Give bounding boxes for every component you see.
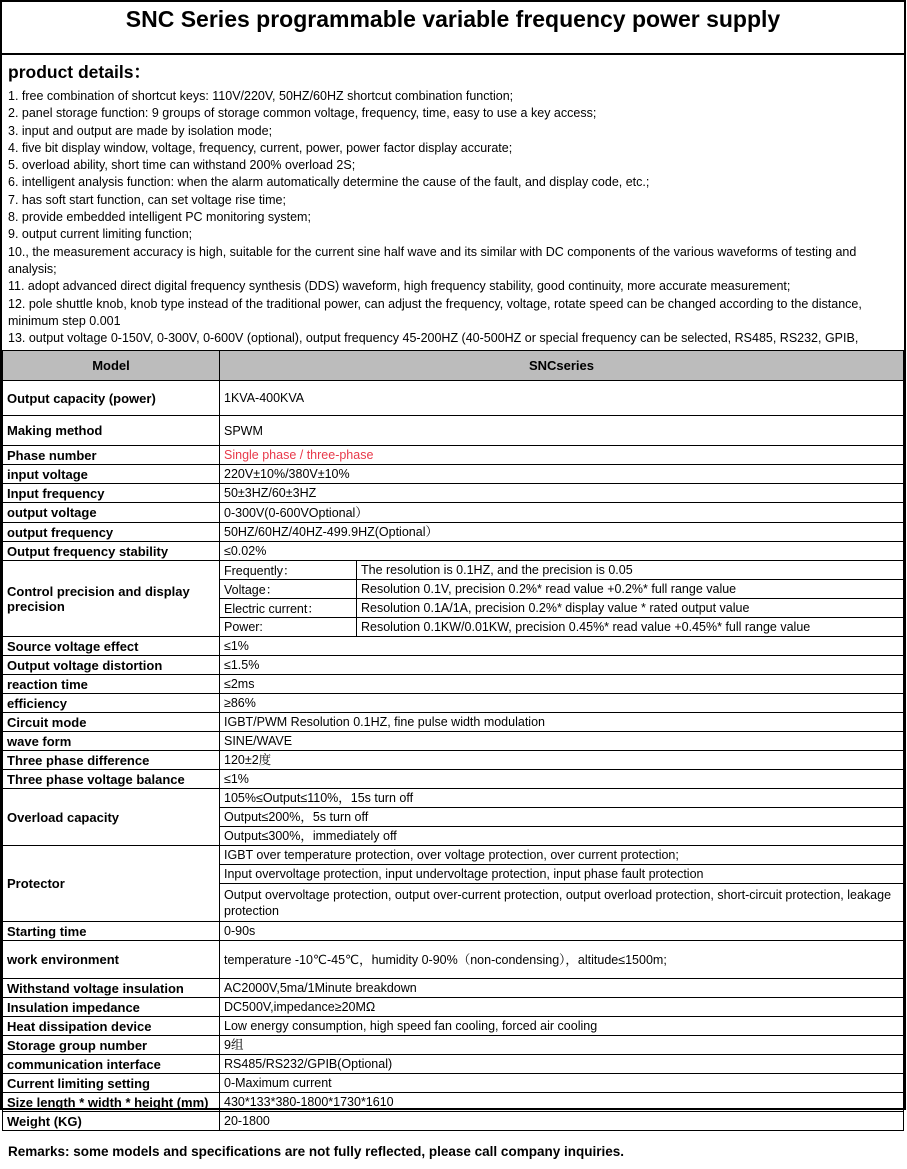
table-row xyxy=(3,656,904,675)
spec-value-cell: Single phase / three-phase xyxy=(220,446,904,465)
product-detail-item: 6. intelligent analysis function: when the alarm automatically determine the cause of the fault, and display code, etc.; xyxy=(8,175,650,190)
spec-value-cell: 20-1800 xyxy=(220,1112,904,1131)
table-row xyxy=(3,694,904,713)
remarks: Remarks: some models and specifications are not fully reflected, please call company inquiries. xyxy=(8,1144,624,1159)
table-row xyxy=(3,381,904,416)
product-detail-item: 5. overload ability, short time can withstand 200% overload 2S; xyxy=(8,158,356,173)
table-row xyxy=(3,922,904,941)
spec-value-cell: SINE/WAVE xyxy=(220,732,904,751)
table-row xyxy=(3,542,904,561)
table-row xyxy=(3,732,904,751)
spec-label-cell: Three phase difference xyxy=(3,751,220,770)
product-detail-item: 4. five bit display window, voltage, frequency, current, power, power factor display accurate; xyxy=(8,140,513,155)
table-row xyxy=(3,1017,904,1036)
spec-label-cell: Input frequency xyxy=(3,484,220,503)
spec-value-cell: 0-300V(0-600VOptional） xyxy=(220,503,904,523)
spec-label-cell: Circuit mode xyxy=(3,713,220,732)
spec-value-cell: SPWM xyxy=(220,416,904,446)
spec-label-cell: Current limiting setting xyxy=(3,1074,220,1093)
spec-label-cell: Protector xyxy=(3,846,220,922)
spec-value-cell: 9组 xyxy=(220,1036,904,1055)
spec-label-cell: Overload capacity xyxy=(3,789,220,846)
spec-value-cell: Output≤300%，immediately off xyxy=(220,827,904,846)
product-detail-item: 1. free combination of shortcut keys: 110V/220V, 50HZ/60HZ shortcut combination function; xyxy=(8,89,514,103)
spec-value-cell: 50HZ/60HZ/40HZ-499.9HZ(Optional） xyxy=(220,523,904,542)
title-bar xyxy=(2,2,904,55)
table-row xyxy=(3,465,904,484)
table-row xyxy=(3,1036,904,1055)
spec-label-cell: Output voltage distortion xyxy=(3,656,220,675)
spec-value-cell: temperature -10℃-45℃，humidity 0-90%（non-condensing），altitude≤1500m; xyxy=(220,941,904,979)
table-row xyxy=(3,846,904,865)
spec-label-cell: Output frequency stability xyxy=(3,542,220,561)
spec-label-cell: Phase number xyxy=(3,446,220,465)
spec-value-cell: ≥86% xyxy=(220,694,904,713)
spec-value-cell: The resolution is 0.1HZ, and the precision is 0.05 xyxy=(357,561,904,580)
spec-label-cell: output voltage xyxy=(3,503,220,523)
product-details-list xyxy=(8,88,898,347)
spec-label-cell: Withstand voltage insulation xyxy=(3,979,220,998)
product-detail-item: 7. has soft start function, can set voltage rise time; xyxy=(8,192,286,207)
spec-label-cell: Heat dissipation device xyxy=(3,1017,220,1036)
spec-table xyxy=(2,350,904,1131)
spec-value-cell: 430*133*380-1800*1730*1610 xyxy=(220,1093,904,1112)
col-header-series: SNCseries xyxy=(220,351,904,381)
spec-label-cell: Source voltage effect xyxy=(3,637,220,656)
spec-label-cell: wave form xyxy=(3,732,220,751)
table-row xyxy=(3,637,904,656)
spec-label-cell: Weight (KG) xyxy=(3,1112,220,1131)
spec-value-cell: 0-Maximum current xyxy=(220,1074,904,1093)
spec-label-cell: Making method xyxy=(3,416,220,446)
table-row xyxy=(3,503,904,523)
spec-value-cell: 220V±10%/380V±10% xyxy=(220,465,904,484)
spec-label-cell: Insulation impedance xyxy=(3,998,220,1017)
table-row xyxy=(3,561,904,580)
spec-label-cell: work environment xyxy=(3,941,220,979)
spec-label-cell: input voltage xyxy=(3,465,220,484)
spec-value-cell: IGBT/PWM Resolution 0.1HZ, fine pulse width modulation xyxy=(220,713,904,732)
spec-value-cell: Resolution 0.1V, precision 0.2%* read value +0.2%* full range value xyxy=(357,580,904,599)
spec-value-cell: Resolution 0.1KW/0.01KW, precision 0.45%* read value +0.45%* full range value xyxy=(357,618,904,637)
product-detail-item: 11. adopt advanced direct digital frequency synthesis (DDS) waveform, high frequency stability, good continuity, more accurate measurement; xyxy=(8,279,791,294)
table-row xyxy=(3,416,904,446)
spec-label-cell: Starting time xyxy=(3,922,220,941)
spec-value-cell: ≤1% xyxy=(220,770,904,789)
table-row xyxy=(3,979,904,998)
spec-value-cell: 1KVA-400KVA xyxy=(220,381,904,416)
table-row xyxy=(3,1055,904,1074)
spec-label-cell: efficiency xyxy=(3,694,220,713)
product-detail-item: 9. output current limiting function; xyxy=(8,227,193,242)
spec-value-cell: 0-90s xyxy=(220,922,904,941)
spec-value-cell: AC2000V,5ma/1Minute breakdown xyxy=(220,979,904,998)
spec-label-cell: Three phase voltage balance xyxy=(3,770,220,789)
spec-subkey-cell: Electric current： xyxy=(220,599,357,618)
product-detail-item: 12. pole shuttle knob, knob type instead of the traditional power, can adjust the frequency, voltage, rotate speed can be changed according to the distance, minimum step 0.001 xyxy=(8,296,862,328)
spec-label-cell: reaction time xyxy=(3,675,220,694)
spec-value-cell: 120±2度 xyxy=(220,751,904,770)
spec-value-cell: 50±3HZ/60±3HZ xyxy=(220,484,904,503)
table-row xyxy=(3,446,904,465)
table-row xyxy=(3,770,904,789)
spec-label-cell: communication interface xyxy=(3,1055,220,1074)
spec-value-cell: Low energy consumption, high speed fan cooling, forced air cooling xyxy=(220,1017,904,1036)
spec-value-cell: ≤1.5% xyxy=(220,656,904,675)
spec-value-cell: ≤1% xyxy=(220,637,904,656)
product-detail-item: 3. input and output are made by isolation mode; xyxy=(8,123,273,138)
spec-label-cell: output frequency xyxy=(3,523,220,542)
table-row xyxy=(3,789,904,808)
table-row xyxy=(3,751,904,770)
product-detail-item: 13. output voltage 0-150V, 0-300V, 0-600V (optional), output frequency 45-200HZ (40-500HZ or special frequency can be selected, RS485, RS232, GPIB, xyxy=(8,331,859,346)
spec-value-cell: IGBT over temperature protection, over voltage protection, over current protection; xyxy=(220,846,904,865)
table-header-row xyxy=(3,351,904,381)
product-details-heading: product details： xyxy=(8,62,151,82)
product-detail-item: 8. provide embedded intelligent PC monitoring system; xyxy=(8,210,311,225)
product-details-section xyxy=(2,55,904,350)
spec-subkey-cell: Voltage： xyxy=(220,580,357,599)
table-row xyxy=(3,998,904,1017)
spec-value-cell: Output overvoltage protection, output over-current protection, output overload protection, short-circuit protection, leakage protection xyxy=(220,884,904,922)
product-detail-item: 2. panel storage function: 9 groups of storage common voltage, frequency, time, easy to use a key access; xyxy=(8,106,597,121)
product-detail-item: 10., the measurement accuracy is high, suitable for the current sine half wave and its similar with DC components of the various waveforms of testing and analysis; xyxy=(8,244,857,276)
spec-subkey-cell: Power: xyxy=(220,618,357,637)
spec-subkey-cell: Frequently： xyxy=(220,561,357,580)
spec-value-cell: 105%≤Output≤110%，15s turn off xyxy=(220,789,904,808)
table-row xyxy=(3,675,904,694)
spec-table-body xyxy=(3,381,904,1131)
spec-value-cell: RS485/RS232/GPIB(Optional) xyxy=(220,1055,904,1074)
spec-value-cell: ≤2ms xyxy=(220,675,904,694)
table-row xyxy=(3,941,904,979)
col-header-model: Model xyxy=(3,351,220,381)
table-row xyxy=(3,1112,904,1131)
table-row xyxy=(3,523,904,542)
spec-label-cell: Control precision and display precision xyxy=(3,561,220,637)
spec-value-cell: DC500V,impedance≥20MΩ xyxy=(220,998,904,1017)
spec-value-cell: ≤0.02% xyxy=(220,542,904,561)
spec-label-cell: Output capacity (power) xyxy=(3,381,220,416)
table-row xyxy=(3,484,904,503)
page-title: SNC Series programmable variable frequency power supply xyxy=(125,6,781,32)
table-row xyxy=(3,1093,904,1112)
spec-value-cell: Input overvoltage protection, input undervoltage protection, input phase fault protection xyxy=(220,865,904,884)
table-row xyxy=(3,713,904,732)
spec-label-cell: Storage group number xyxy=(3,1036,220,1055)
spec-label-cell: Size length * width * height (mm) xyxy=(3,1093,220,1112)
table-row xyxy=(3,1074,904,1093)
spec-value-cell: Output≤200%，5s turn off xyxy=(220,808,904,827)
spec-value-cell: Resolution 0.1A/1A, precision 0.2%* display value * rated output value xyxy=(357,599,904,618)
